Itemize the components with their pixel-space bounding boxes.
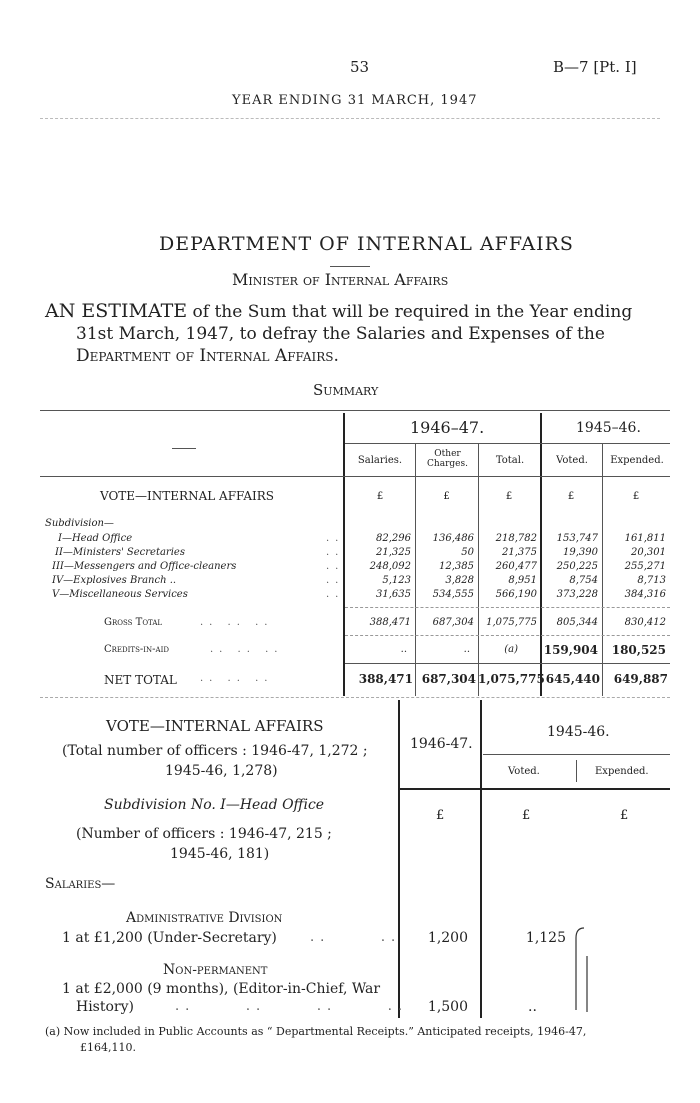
vote-col-1946: 1946-47. [410, 736, 473, 752]
summary-col-other: Other Charges. [427, 449, 468, 469]
net-expended: 649,887 [613, 672, 668, 686]
summary-row-leader: .. [326, 547, 345, 558]
gross-voted: 805,344 [556, 617, 598, 628]
summary-cell-salaries: 248,092 [369, 561, 411, 572]
admin-item: 1 at £1,200 (Under-Secretary) [62, 930, 277, 946]
summary-cell-expended: 161,811 [624, 533, 666, 544]
estimate-line-2: 31st March, 1947, to defray the Salaries and Expenses of the [76, 324, 605, 344]
vote-col-1945: 1945-46. [547, 724, 610, 740]
admin-division-heading: Administrative Division [126, 910, 283, 926]
summary-row-leader: .. [326, 561, 345, 572]
summary-cell-voted: 250,225 [556, 561, 598, 572]
vote-sub-officers-line-1: (Number of officers : 1946-47, 215 ; [76, 826, 332, 842]
summary-cell-voted: 19,390 [563, 547, 598, 558]
expended-brace [572, 926, 592, 1014]
summary-row-leader: .. [326, 575, 345, 586]
summary-cell-expended: 20,301 [631, 547, 666, 558]
vote-divider-left [398, 700, 400, 1018]
summary-col-1946: 1946–47. [410, 418, 485, 437]
summary-row-label: I—Head Office [58, 533, 133, 544]
net-dots: .. .. .. [200, 673, 274, 684]
nonperm-voted: .. [528, 999, 537, 1015]
gross-rule [345, 635, 670, 636]
vote-officers-line-1: (Total number of officers : 1946-47, 1,272 ; [62, 743, 368, 759]
credits-other: .. [463, 644, 470, 655]
summary-vote-label: VOTE—INTERNAL AFFAIRS [100, 489, 274, 503]
vote-divider-mid [480, 700, 482, 1018]
estimate-text-1: of the Sum that will be required in the Year ending [192, 302, 633, 322]
vote-col-expended: Expended. [595, 766, 649, 777]
net-total-label: NET TOTAL [104, 673, 177, 687]
nonperm-item-line-2: History) [76, 999, 134, 1015]
header-rule [40, 118, 660, 119]
gross-expended: 830,412 [624, 617, 666, 628]
summary-cell-other: 136,486 [432, 533, 474, 544]
summary-cell-other: 12,385 [439, 561, 474, 572]
summary-col-expended: Expended. [610, 455, 664, 466]
gross-total-label: Gross Total [104, 617, 163, 628]
gross-other: 687,304 [432, 617, 474, 628]
title-rule [330, 266, 370, 267]
summary-col-salaries: Salaries. [357, 455, 403, 466]
vote-pound-voted: £ [522, 808, 531, 823]
summary-header-dash [172, 448, 196, 449]
summary-col-1945: 1945–46. [576, 420, 641, 436]
net-total: 1,075,775 [478, 672, 545, 686]
summary-cell-total: 566,190 [495, 589, 537, 600]
summary-pound-other: £ [443, 491, 450, 502]
department-title: DEPARTMENT OF INTERNAL AFFAIRS [159, 233, 574, 255]
summary-bottom-rule [40, 697, 670, 698]
summary-row-leader: .. [326, 533, 345, 544]
year-line: YEAR ENDING 31 MARCH, 1947 [232, 93, 478, 108]
summary-cell-total: 218,782 [495, 533, 537, 544]
estimate-lead: AN ESTIMATE [45, 300, 188, 322]
vote-header-bottom-rule [400, 788, 670, 790]
page-number: 53 [350, 58, 370, 76]
summary-pound-total: £ [505, 491, 513, 502]
credits-dots: .. .. .. [210, 644, 284, 655]
vote-subdivision: Subdivision No. I—Head Office [104, 797, 325, 813]
admin-voted: 1,125 [525, 930, 566, 946]
vote-pound-expended: £ [620, 808, 629, 823]
vote-heading: VOTE—INTERNAL AFFAIRS [106, 717, 324, 735]
summary-cell-other: 3,828 [445, 575, 474, 586]
summary-top-rule [40, 410, 670, 411]
summary-cell-expended: 255,271 [624, 561, 666, 572]
nonperm-heading: Non-permanent [163, 962, 268, 978]
vote-pound-1946: £ [436, 808, 445, 823]
admin-1946: 1,200 [427, 930, 468, 946]
credits-label: Credits-in-aid [104, 644, 169, 655]
credits-expended: 180,525 [611, 643, 666, 657]
summary-row-label: IV—Explosives Branch .. [52, 575, 177, 586]
summary-cell-total: 21,375 [502, 547, 537, 558]
summary-cell-voted: 8,754 [569, 575, 598, 586]
summary-cell-voted: 373,228 [556, 589, 598, 600]
summary-row-leader: .. [326, 589, 345, 600]
credits-total: (a) [504, 644, 518, 655]
summary-pound-voted: £ [567, 491, 575, 502]
summary-row-label: III—Messengers and Office-cleaners [52, 561, 237, 572]
summary-cell-expended: 8,713 [637, 575, 666, 586]
net-salaries: 388,471 [358, 672, 413, 686]
credits-voted: 159,904 [543, 643, 598, 657]
document-reference: B—7 [Pt. I] [553, 58, 637, 76]
credits-rule [345, 663, 670, 664]
summary-row-label: V—Miscellaneous Services [52, 589, 188, 600]
summary-cell-other: 50 [461, 547, 474, 558]
summary-cell-total: 8,951 [508, 575, 537, 586]
summary-cell-total: 260,477 [495, 561, 537, 572]
vote-header-rule [483, 754, 670, 755]
summary-row-label: II—Ministers' Secretaries [55, 547, 185, 558]
summary-pound-expended: £ [632, 491, 640, 502]
vote-officers-line-2: 1945-46, 1,278) [165, 763, 278, 779]
nonperm-dots: .. .. .. .. [175, 999, 409, 1014]
credits-salaries: .. [400, 644, 407, 655]
summary-cell-salaries: 31,635 [376, 589, 411, 600]
vote-divider-voted [576, 760, 577, 782]
nonperm-item-line-1: 1 at £2,000 (9 months), (Editor-in-Chief, War [62, 981, 381, 997]
salaries-label: Salaries— [45, 876, 116, 892]
summary-rows-rule [345, 607, 670, 608]
net-other: 687,304 [421, 672, 476, 686]
summary-cell-expended: 384,316 [624, 589, 666, 600]
estimate-line-3: Department of Internal Affairs. [76, 346, 339, 366]
summary-cell-salaries: 82,296 [376, 533, 411, 544]
summary-cell-voted: 153,747 [556, 533, 598, 544]
summary-subdivision-label: Subdivision— [45, 518, 114, 529]
footnote-line-1: (a) Now included in Public Accounts as “ Departmental Receipts.” Anticipated receipts, 1946-47, [45, 1025, 587, 1038]
nonperm-1946: 1,500 [427, 999, 468, 1015]
footnote-line-2: £164,110. [80, 1041, 136, 1054]
estimate-line-1 [45, 300, 632, 322]
summary-header-bottom-rule [40, 476, 670, 477]
net-voted: 645,440 [545, 672, 600, 686]
summary-cell-salaries: 5,123 [382, 575, 411, 586]
brace-line-outer [576, 928, 584, 1010]
gross-dots: .. .. .. [200, 617, 274, 628]
vote-sub-officers-line-2: 1945-46, 181) [170, 846, 270, 862]
vote-col-voted: Voted. [508, 766, 540, 777]
summary-heading: Summary [313, 381, 379, 399]
summary-col-total: Total. [495, 455, 525, 466]
minister-title: Minister of Internal Affairs [232, 270, 449, 289]
summary-cell-other: 534,555 [432, 589, 474, 600]
summary-col-voted: Voted. [556, 455, 588, 466]
summary-subheader-rule [345, 443, 670, 444]
admin-dots: .. .. [310, 930, 402, 945]
summary-cell-salaries: 21,325 [376, 547, 411, 558]
gross-total: 1,075,775 [486, 617, 537, 628]
summary-pound-salaries: £ [376, 491, 384, 502]
gross-salaries: 388,471 [369, 617, 411, 628]
